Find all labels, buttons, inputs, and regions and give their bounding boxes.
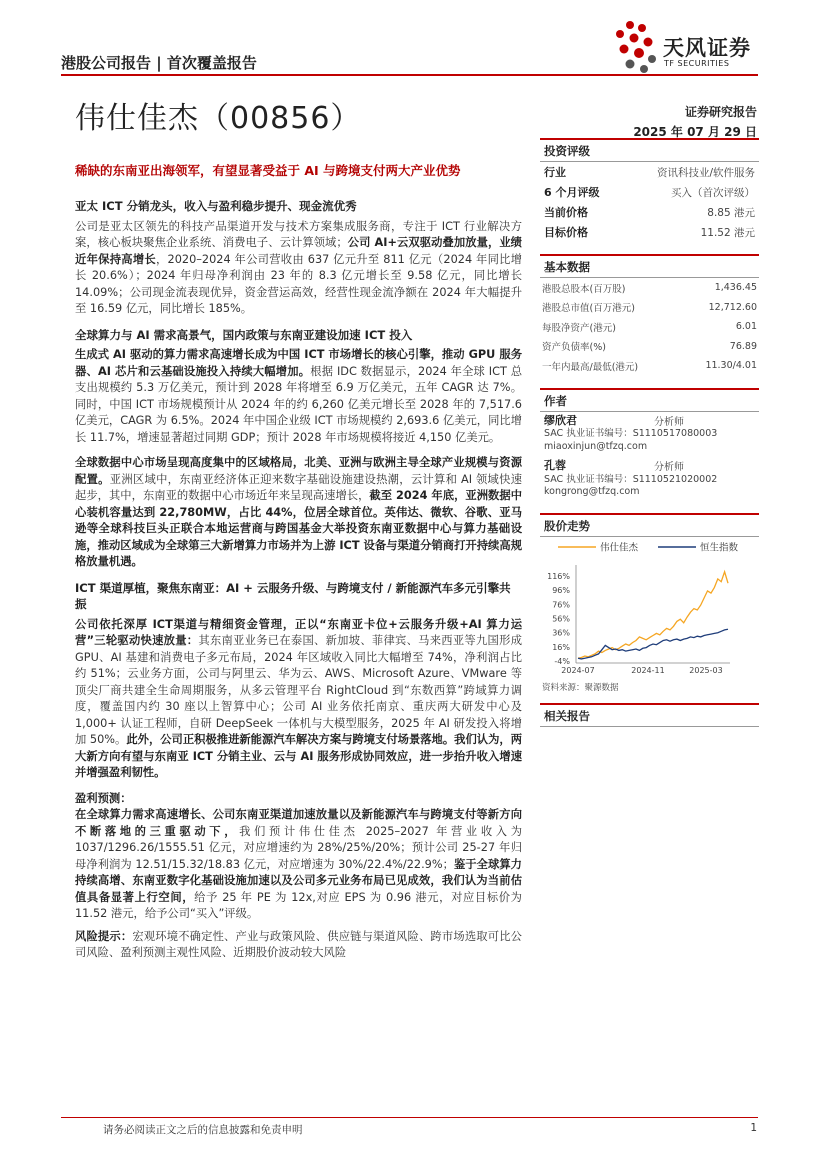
section-heading: ICT 渠道厚植，聚焦东南亚：AI + 云服务升级、与跨境支付 / 新能源汽车多元引擎共振 <box>75 580 511 611</box>
rating-row: 行业 资讯科技业/软件服务 <box>544 166 755 179</box>
price-chart-svg <box>540 537 759 677</box>
y-tick-label: 56% <box>552 614 570 624</box>
author-section-title: 作者 <box>540 388 759 412</box>
logo-dots-icon <box>610 18 662 76</box>
basic-data-row: 港股总市值(百万港元) 12,712.60 <box>542 301 757 315</box>
logo-subtitle: TF SECURITIES <box>664 59 730 68</box>
section-heading: 全球算力与 AI 需求高景气，国内政策与东南亚建设加速 ICT 投入 <box>75 327 413 342</box>
author-email[interactable]: kongrong@tfzq.com <box>544 486 640 497</box>
author-entry: 孔蓉 分析师 SAC 执业证书编号：S1110521020002 kongrong@tfzq.com <box>540 457 759 499</box>
rating-section-title: 投资评级 <box>540 138 759 162</box>
author-email[interactable]: miaoxinjun@tfzq.com <box>544 440 648 452</box>
series-line <box>578 629 728 659</box>
basic-data-section-title: 基本数据 <box>540 254 759 278</box>
chart-source: 资料来源：聚源数据 <box>542 682 619 693</box>
company-title: 伟仕佳杰（00856） <box>75 101 362 136</box>
x-tick-label: 2024-11 <box>631 665 665 675</box>
basic-data-row: 每股净资产(港元) 6.01 <box>542 321 757 334</box>
x-tick-label: 2024-07 <box>561 665 595 675</box>
rating-row: 目标价格 11.52 港元 <box>544 226 755 239</box>
related-reports-title: 相关报告 <box>540 703 759 727</box>
paragraph: 全球数据中心市场呈现高度集中的区域格局，北美、亚洲与欧洲主导全球产业规模与资源配置。亚洲区域中，东南亚经济体正迎来数字基础设施建设热潮，云计算和 AI 领域快速起步，其中，东南亚的数据中心市场近年来呈现高速增长，截至 2024 年底，亚洲数据中心装机容量达到 22,780MW，占比 44%，位居全球首位。英伟达、微软、谷歌、亚马逊等全球科技巨头正联合本地运营商与跨国基金大举投资东南亚数据中心与算力基础设施，推动区域成为全球第三大新增算力市场并为上游 ICT 设备与渠道分销商打开持续高规格放量机遇。 <box>75 456 522 568</box>
legend-label: 伟仕佳杰 <box>600 542 639 553</box>
sidebar <box>540 138 759 727</box>
y-tick-label: 16% <box>552 642 570 652</box>
x-tick-label: 2025-03 <box>689 665 723 675</box>
paragraph: 盈利预测： 在全球算力需求高速增长、公司东南亚渠道加速放量以及新能源汽车与跨境支付等新方向不断落地的三重驱动下，我们预计伟仕佳杰 2025–2027 年营业收入为 1037/1296.26/1555.51 亿元，对应增速约为 28%/25%/20%；预计公司 25-27 年归母净利润为 12.51/15.32/18.83 亿元，对应增速为 30%/22.4%/22.9%；鉴于全球算力持续高增、东南亚数字化基础设施加速以及公司多元业务布局已见成效，我们认为当前估值具备显著上行空间，给予 25 年 PE 为 12x,对应 EPS 为 0.96 港元，对应目标价为 11.52 港元，给予公司“买入”评级。 <box>75 791 522 920</box>
report-date: 2025 年 07 月 29 日 <box>633 125 757 139</box>
paragraph: 生成式 AI 驱动的算力需求高速增长成为中国 ICT 市场增长的核心引擎，推动 GPU 服务器、AI 芯片和云基础设施投入持续大幅增加。根据 IDC 数据显示，2024 年全球 ICT 总支出规模约 5.3 万亿美元，预计到 2028 年将增至 6.9 万亿美元，五年 CAGR 达 7%。同时，中国 ICT 市场规模预计从 2024 年的约 6,260 亿美元增长至 2028 年的 7,517.6 亿美元，CAGR 为 6.5%。2024 年中国企业级 ICT 市场规模约 2,693.6 亿美元，同比增长 11.7%，增速显著超过同期 GDP；预计 2028 年市场规模将接近 4,150 亿美元。 <box>75 348 522 444</box>
header-divider <box>61 74 758 76</box>
paragraph: 公司是亚太区领先的科技产品渠道开发与技术方案集成服务商，专注于 ICT 行业解决方案，核心板块聚焦企业系统、消费电子、云计算领域；公司 AI+云双驱动叠加放量，业绩近年保持高增长，2020–2024 年公司营收由 637 亿元升至 811 亿元（2024 年同比增长 20.6%）；2024 年归母净利润由 23 年的 8.3 亿元增长至 9.58 亿元，同比增长 14.09%；公司现金流表现优异，资金营运高效，经营性现金流净额在 2024 年大幅提升至 16.59 亿元，同比增长 185%。 <box>75 219 522 315</box>
footer-disclaimer: 请务必阅读正文之后的信息披露和免责申明 <box>103 1124 303 1136</box>
report-subtitle: 稀缺的东南亚出海领军，有望显著受益于 AI 与跨境支付两大产业优势 <box>75 163 461 178</box>
price-chart <box>540 537 759 677</box>
report-kind: 证券研究报告 <box>684 105 757 119</box>
y-tick-label: 76% <box>552 599 570 609</box>
y-tick-label: 116% <box>547 571 570 581</box>
author-entry: 缪欣君 分析师 SAC 执业证书编号：S1110517080003 miaoxinjun@tfzq.com <box>540 412 759 454</box>
main-body <box>75 198 522 971</box>
legend-label: 恒生指数 <box>700 542 739 553</box>
basic-data-row: 资产负债率(%) 76.89 <box>542 340 757 354</box>
basic-data-row: 一年内最高/最低(港元) 11.30/4.01 <box>542 360 757 373</box>
y-tick-label: -4% <box>554 656 570 666</box>
footer-divider <box>61 1117 758 1118</box>
report-type-label: 港股公司报告 | 首次覆盖报告 <box>61 54 257 72</box>
section-heading: 亚太 ICT 分销龙头，收入与盈利稳步提升、现金流优秀 <box>75 199 357 213</box>
y-tick-label: 96% <box>552 585 570 595</box>
page-number: 1 <box>750 1122 757 1134</box>
logo-name: 天风证券 <box>663 36 751 60</box>
y-tick-label: 36% <box>552 628 570 638</box>
paragraph: 公司依托深厚 ICT渠道与精细资金管理，正以“东南亚卡位+云服务升级+AI 算力运营”三轮驱动快速放量：其东南亚业务已在泰国、新加坡、菲律宾、马来西亚等九国形成 GPU、AI 基建和消费电子多元布局，2024 年区域收入同比大幅增至 74%，净利润占比约 51%；云业务方面，公司与阿里云、华为云、AWS、Microsoft Azure、VMware 等顶尖厂商共建全生命周期服务，从多云管理平台 RightCloud 到“东数西算”跨域算力调度，覆盖国内约 30 座以上智算中心；公司 AI 业务依托南京、重庆两大研发中心及 1,000+ 认证工程师，自研 DeepSeek 一体机与大模型服务，2025 年 AI 研发投入将增加 50%。此外，公司正积极推进新能源汽车解决方案与跨境支付场景落地。我们认为，两大新方向有望与东南亚 ICT 分销主业、云与 AI 服务形成协同效应，进一步抬升收入增速并增强盈利韧性。 <box>75 617 522 779</box>
brand-logo <box>610 18 770 76</box>
rating-row: 当前价格 8.85 港元 <box>544 206 755 219</box>
price-chart-title: 股价走势 <box>540 513 759 537</box>
basic-data-row: 港股总股本(百万股) 1,436.45 <box>542 282 757 295</box>
series-line <box>578 571 728 657</box>
rating-row: 6 个月评级 买入（首次评级） <box>544 186 755 199</box>
risk-warning: 风险提示：宏观环境不确定性、产业与政策风险、供应链与渠道风险、跨市场选取可比公司风险、盈利预测主观性风险、近期股价波动较大风险 <box>75 929 522 959</box>
